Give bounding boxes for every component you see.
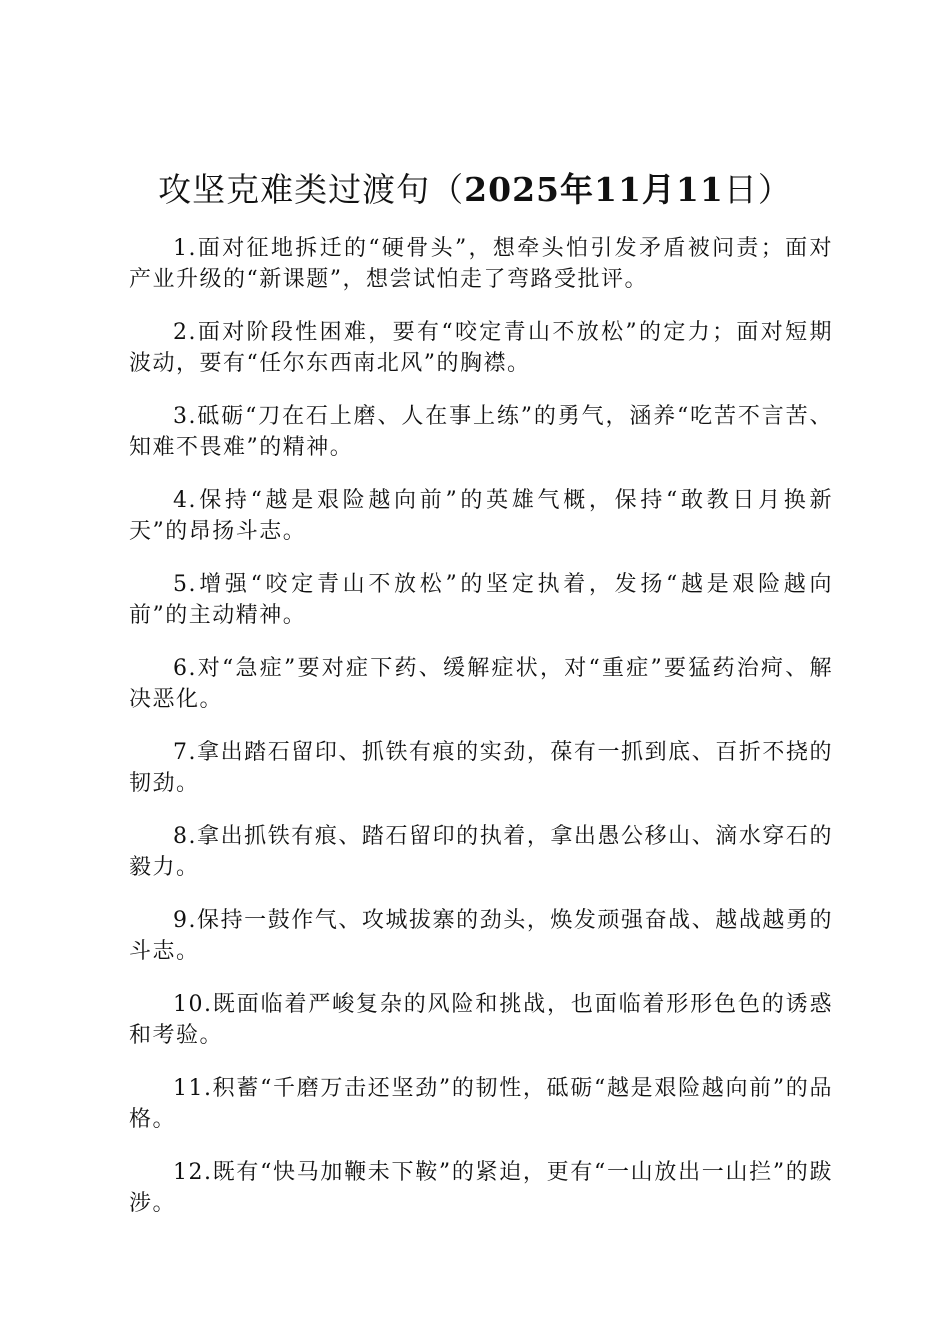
title-end: 日）: [723, 170, 792, 209]
paragraph-10: 10.既面临着严峻复杂的风险和挑战，也面临着形形色色的诱惑和考验。: [129, 992, 833, 1048]
paragraph-2: 2.面对阶段性困难，要有“咬定青山不放松”的定力；面对短期波动，要有“任尔东西南北风”的胸襟。: [129, 320, 833, 376]
paragraph-7: 7.拿出踏石留印、抓铁有痕的实劲，葆有一抓到底、百折不挠的韧劲。: [129, 740, 833, 796]
paragraph-6: 6.对“急症”要对症下药、缓解症状，对“重症”要猛药治疴、解决恶化。: [129, 656, 833, 712]
paragraph-4: 4.保持“越是艰险越向前”的英雄气概，保持“敢教日月换新天”的昂扬斗志。: [129, 488, 833, 544]
paragraph-8: 8.拿出抓铁有痕、踏石留印的执着，拿出愚公移山、滴水穿石的毅力。: [129, 824, 833, 880]
paragraph-11: 11.积蓄“千磨万击还坚劲”的韧性，砥砺“越是艰险越向前”的品格。: [129, 1076, 833, 1132]
title-date: 2025年11月11: [464, 170, 724, 209]
title-text: 攻坚克难类过渡句（: [158, 170, 465, 209]
paragraph-12: 12.既有“快马加鞭未下鞍”的紧迫，更有“一山放出一山拦”的跋涉。: [129, 1160, 833, 1216]
document-body: [129, 233, 833, 1241]
document-title: [0, 166, 950, 214]
paragraph-3: 3.砥砺“刀在石上磨、人在事上练”的勇气，涵养“吃苦不言苦、知难不畏难”的精神。: [129, 404, 833, 460]
paragraph-1: 1.面对征地拆迁的“硬骨头”，想牵头怕引发矛盾被问责；面对产业升级的“新课题”，想尝试怕走了弯路受批评。: [129, 236, 833, 292]
paragraph-9: 9.保持一鼓作气、攻城拔寨的劲头，焕发顽强奋战、越战越勇的斗志。: [129, 908, 833, 964]
paragraph-5: 5.增强“咬定青山不放松”的坚定执着，发扬“越是艰险越向前”的主动精神。: [129, 572, 833, 628]
